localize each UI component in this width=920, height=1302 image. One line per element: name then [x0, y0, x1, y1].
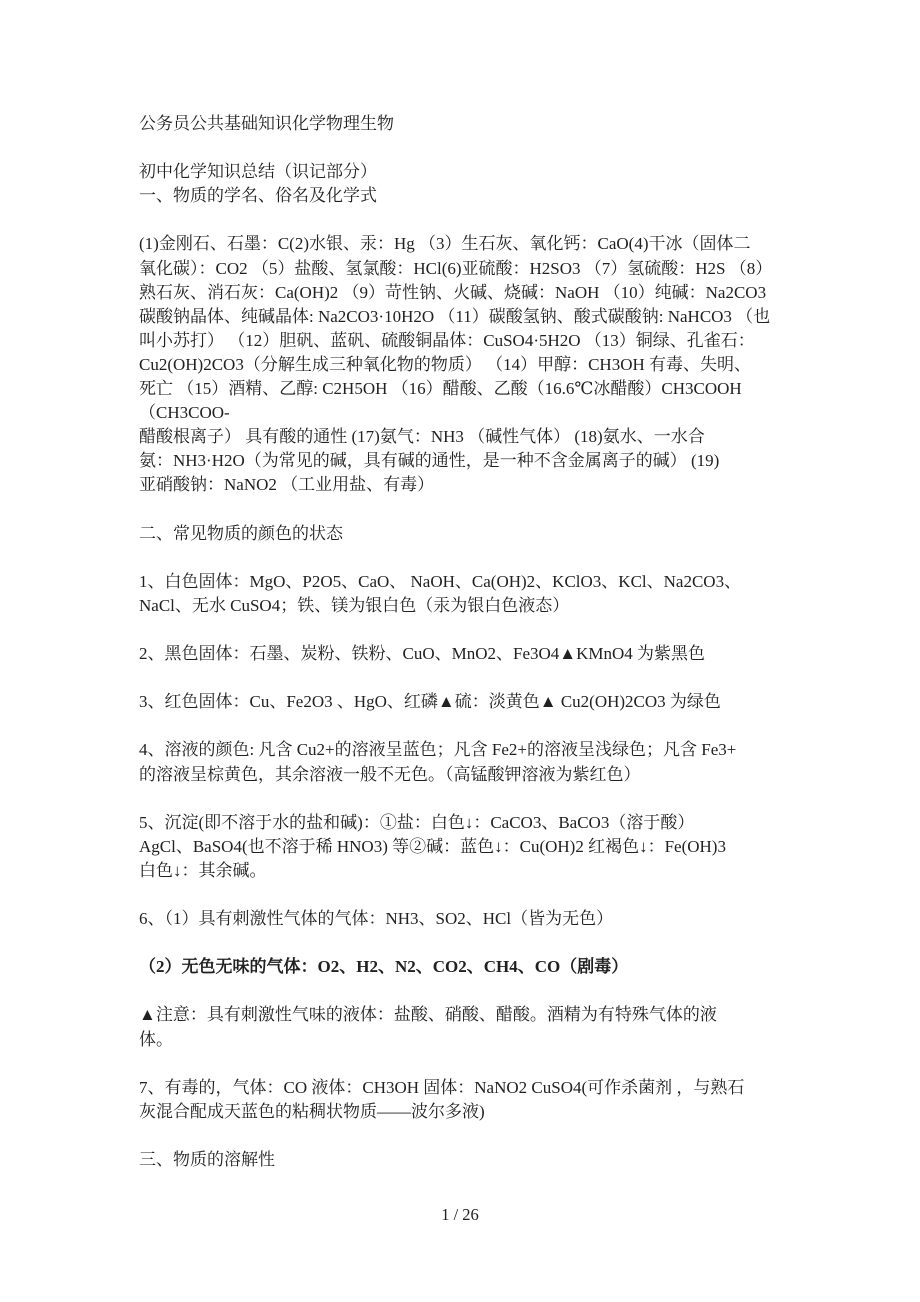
note-item	[139, 1003, 793, 1051]
solution-colors-item	[139, 738, 793, 786]
toxic-substances-item	[139, 1076, 793, 1124]
text-line: 体。	[139, 1029, 173, 1049]
text-line: 5、沉淀(即不溶于水的盐和碱)：①盐：白色↓：CaCO3、BaCO3（溶于酸）	[139, 812, 695, 832]
text-line: 氧化碳）：CO2 （5）盐酸、氢氯酸：HCl(6)亚硫酸：H2SO3 （7）氢硫酸：H2S （8）	[139, 258, 773, 278]
document-content	[139, 112, 793, 1196]
text-line: 二、常见物质的颜色的状态	[139, 523, 343, 543]
text-line: 三、物质的溶解性	[139, 1150, 275, 1170]
text-line: 亚硝酸钠：NaNO2 （工业用盐、有毒）	[139, 475, 435, 495]
section-3-heading	[139, 1148, 793, 1172]
section-1-names-paragraph	[139, 232, 793, 497]
odorless-gases-item	[139, 955, 793, 979]
document-title: 公务员公共基础知识化学物理生物	[139, 114, 394, 133]
precipitates-item	[139, 811, 793, 883]
red-solids-item	[139, 690, 793, 714]
text-line: 一、物质的学名、俗名及化学式	[139, 186, 377, 206]
text-line: NaCl、无水 CuSO4；铁、镁为银白色（汞为银白色液态）	[139, 595, 570, 615]
text-line: 7、有毒的，气体：CO 液体：CH3OH 固体：NaNO2 CuSO4(可作杀菌剂 ，与熟石	[139, 1077, 745, 1097]
white-solids-item	[139, 570, 793, 618]
text-line: 的溶液呈棕黄色，其余溶液一般不无色。（高锰酸钾溶液为紫红色）	[139, 764, 641, 784]
text-line: 白色↓：其余碱。	[139, 860, 267, 880]
text-line: 6、（1）具有刺激性气体的气体：NH3、SO2、HCl（皆为无色）	[139, 909, 614, 929]
text-line: 灰混合配成天蓝色的粘稠状物质——波尔多液)	[139, 1101, 485, 1121]
text-line: 3、红色固体：Cu、Fe2O3 、HgO、红磷▲硫：淡黄色▲ Cu2(OH)2CO3 为绿色	[139, 692, 721, 712]
text-line: ▲注意：具有刺激性气味的液体：盐酸、硝酸、醋酸。酒精为有特殊气体的液	[139, 1005, 717, 1025]
irritant-gases-item	[139, 907, 793, 931]
text-line: 2、黑色固体：石墨、炭粉、铁粉、CuO、MnO2、Fe3O4▲KMnO4 为紫黑色	[139, 644, 706, 664]
text-line: Cu2(OH)2CO3（分解生成三种氧化物的物质） （14）甲醇：CH3OH 有毒、失明、	[139, 354, 751, 374]
text-line: 初中化学知识总结（识记部分）	[139, 162, 377, 182]
text-line: AgCl、BaSO4(也不溶于稀 HNO3) 等②碱：蓝色↓：Cu(OH)2 红褐色↓：Fe(OH)3	[139, 836, 726, 856]
text-line: 1、白色固体：MgO、P2O5、CaO、 NaOH、Ca(OH)2、KClO3、KCl、Na2CO3、	[139, 571, 742, 591]
text-line: (1)金刚石、石墨：C(2)水银、汞：Hg （3）生石灰、氧化钙：CaO(4)干冰（固体二	[139, 234, 751, 254]
text-line: 死亡 （15）酒精、乙醇: C2H5OH （16）醋酸、乙酸（16.6℃冰醋酸）CH3COOH （CH3COO-	[139, 379, 746, 423]
text-line: （2）无色无味的气体：O2、H2、N2、CO2、CH4、CO（剧毒）	[139, 957, 629, 977]
text-line: 碳酸钠晶体、纯碱晶体: Na2CO3·10H2O （11）碳酸氢钠、酸式碳酸钠: NaHCO3 （也	[139, 306, 771, 326]
intro-paragraph	[139, 160, 793, 208]
text-line: 叫小苏打） （12）胆矾、蓝矾、硫酸铜晶体：CuSO4·5H2O （13）铜绿、孔雀石：	[139, 330, 755, 350]
text-line: 熟石灰、消石灰：Ca(OH)2 （9）苛性钠、火碱、烧碱：NaOH （10）纯碱：Na2CO3	[139, 282, 767, 302]
text-line: 醋酸根离子） 具有酸的通性 (17)氨气：NH3 （碱性气体） (18)氨水、一水合	[139, 427, 705, 447]
black-solids-item	[139, 642, 793, 666]
text-line: 4、溶液的颜色: 凡含 Cu2+的溶液呈蓝色；凡含 Fe2+的溶液呈浅绿色；凡含 Fe3+	[139, 740, 737, 760]
text-line: 氨：NH3·H2O（为常见的碱，具有碱的通性，是一种不含金属离子的碱） (19)	[139, 451, 720, 471]
section-2-heading	[139, 522, 793, 546]
page-number-indicator: 1 / 26	[441, 1205, 479, 1224]
